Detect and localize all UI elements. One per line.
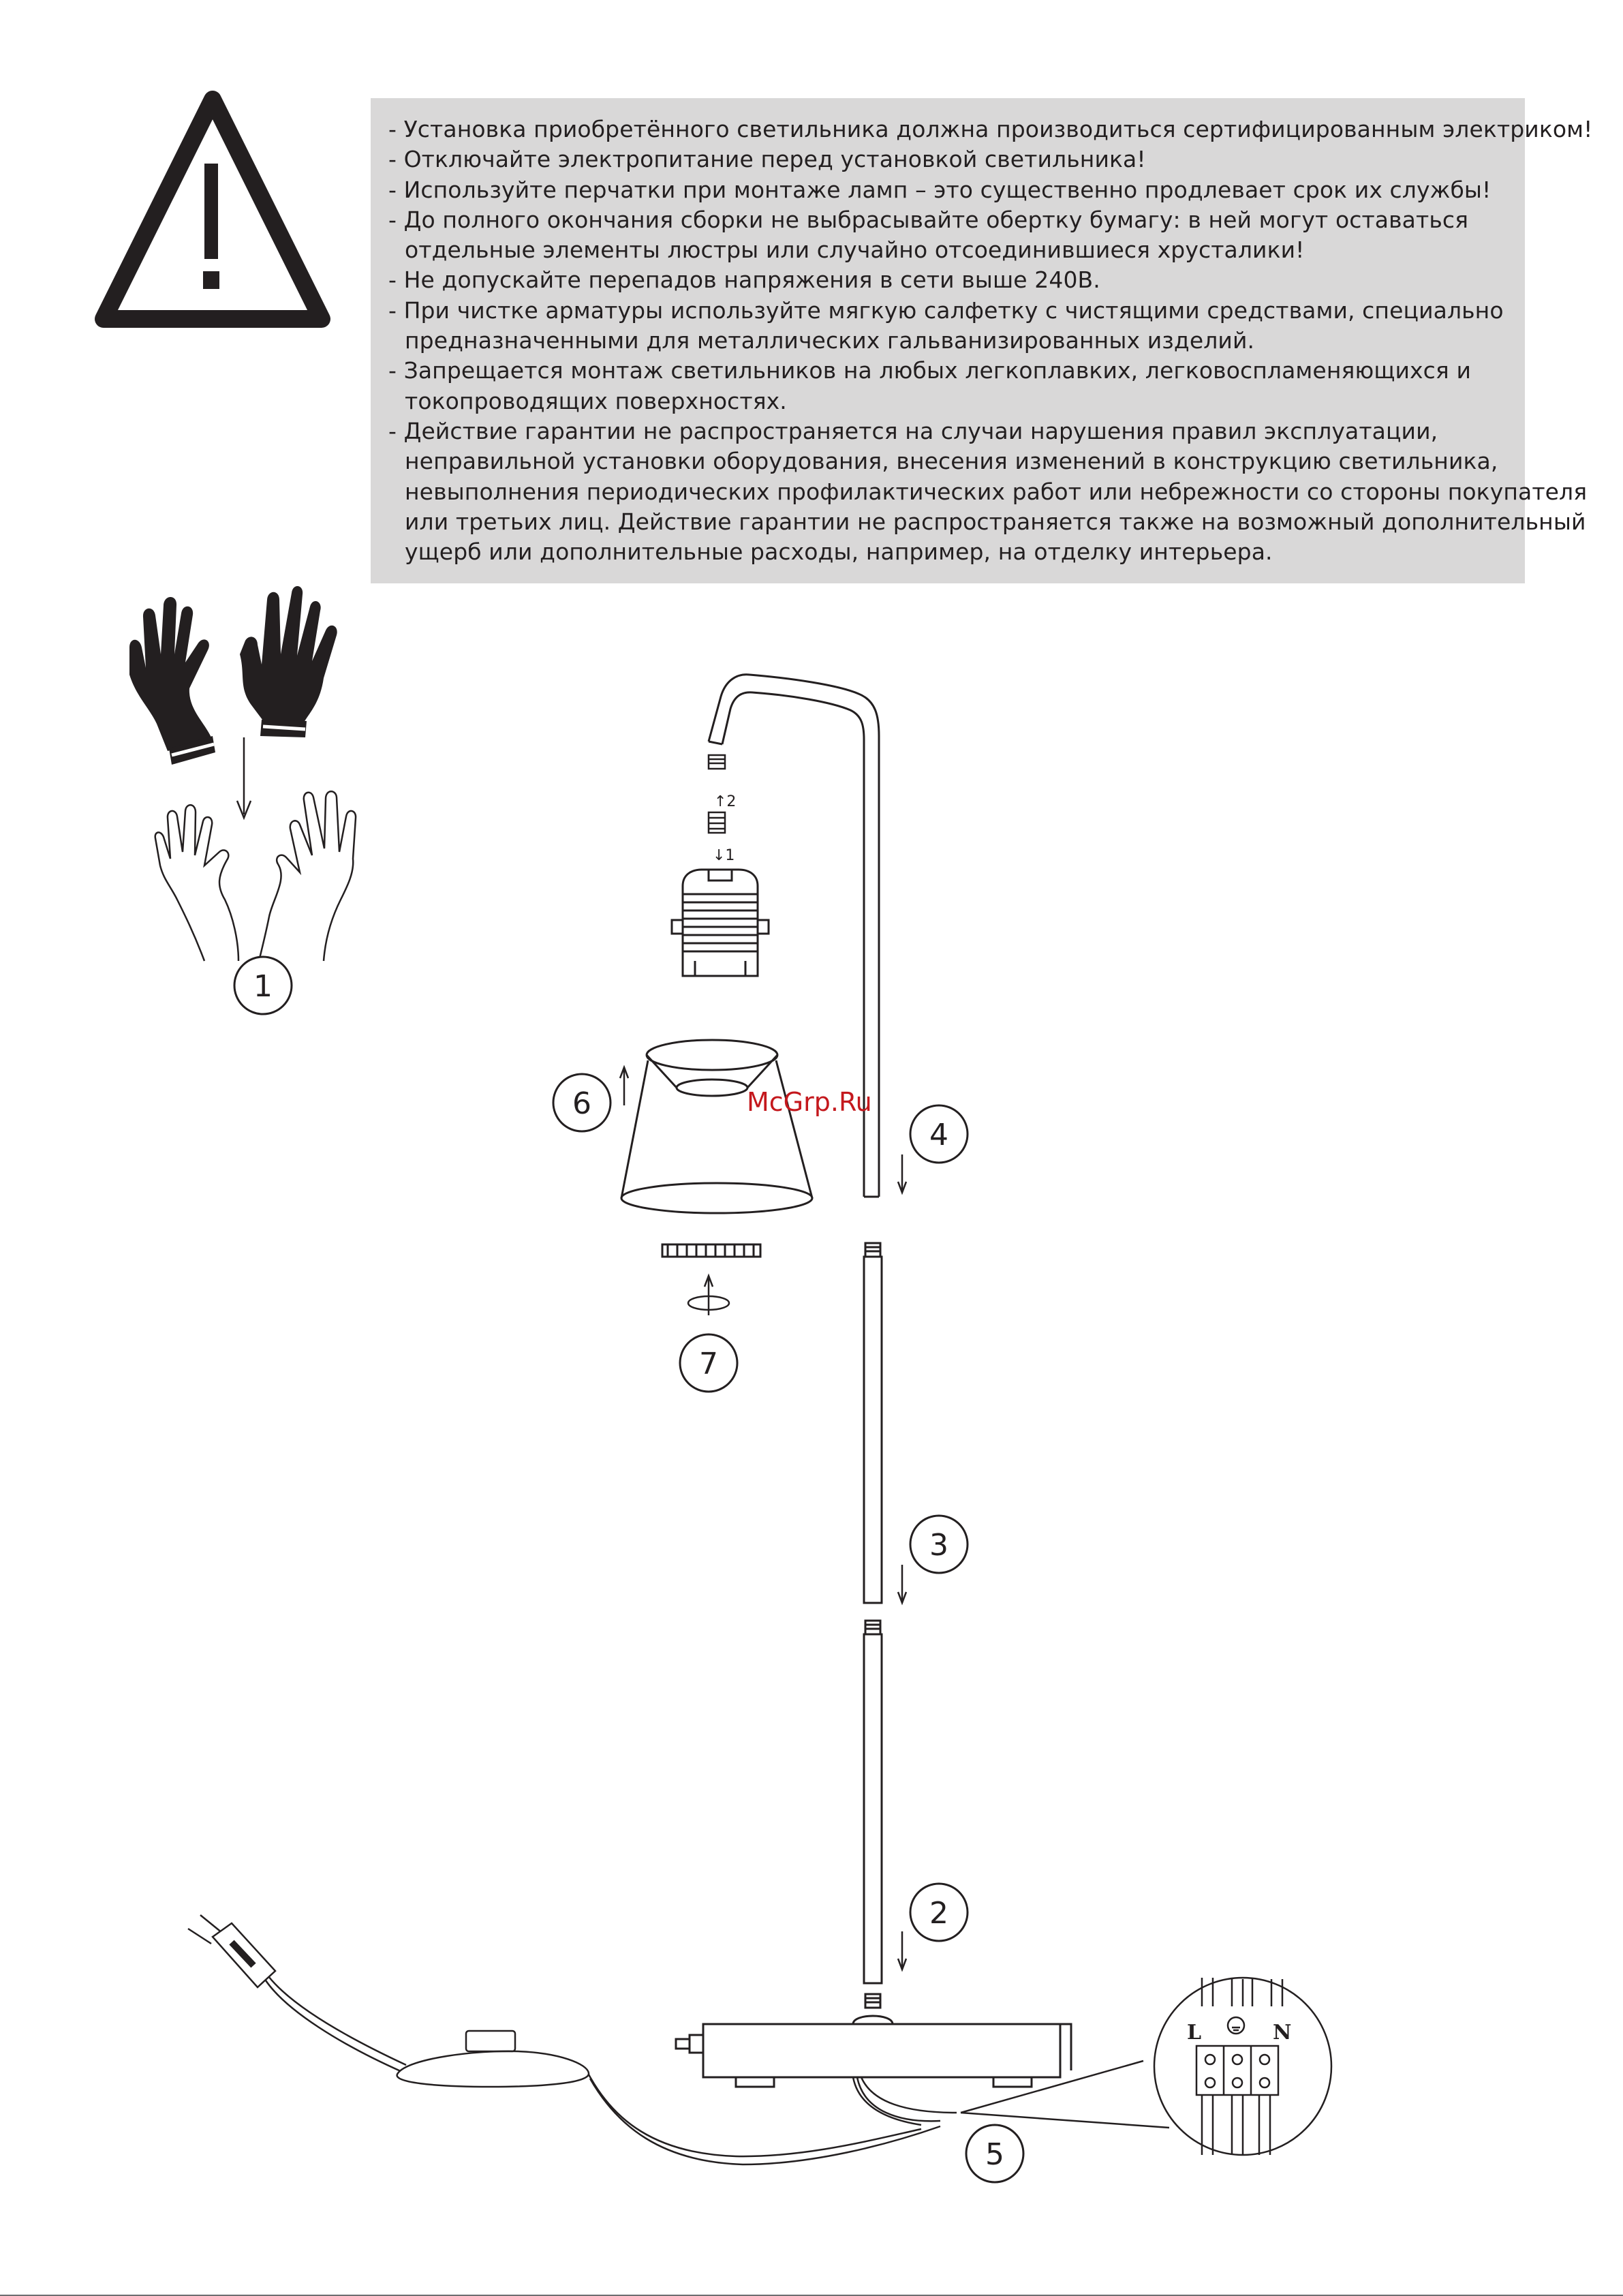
middle-tube xyxy=(864,1243,882,1603)
step-badge-2 xyxy=(910,1884,968,1941)
neutral-label: N xyxy=(1273,2021,1292,2045)
gloves-icon xyxy=(129,586,337,765)
svg-text:3: 3 xyxy=(929,1528,948,1563)
step-badge-3 xyxy=(910,1516,968,1573)
warning-triangle-icon xyxy=(104,100,322,319)
lamp-shade xyxy=(621,1040,812,1213)
warning-line: - Запрещается монтаж светильников на любых легкоплавких, легковоспламеняющихся и xyxy=(388,357,1472,384)
lamp-base xyxy=(676,1994,1071,2087)
foot-switch xyxy=(397,2031,940,2164)
down-arrow-icon xyxy=(898,1565,906,1603)
svg-text:2: 2 xyxy=(929,1896,948,1931)
live-label: L xyxy=(1187,2021,1202,2045)
rotate-icon xyxy=(688,1276,729,1315)
lamp-socket xyxy=(672,870,769,976)
lower-tube xyxy=(864,1621,882,1983)
warning-line: - При чистке арматуры используйте мягкую салфетку с чистящими средствами, специально xyxy=(388,296,1504,324)
warning-line: ущерб или дополнительные расходы, например, на отделку интерьера. xyxy=(405,538,1273,566)
warning-line: - Установка приобретённого светильника должна производиться сертифицированным электриком! xyxy=(388,116,1593,142)
step-badge-7 xyxy=(680,1334,737,1392)
bare-hands-icon xyxy=(155,791,356,961)
power-plug-icon xyxy=(188,1915,406,2072)
warning-line: предназначенными для металлических гальванизированных изделий. xyxy=(405,327,1255,354)
svg-text:7: 7 xyxy=(699,1347,718,1381)
watermark: McGrp.Ru xyxy=(747,1087,872,1117)
down-arrow-icon xyxy=(237,737,251,818)
warning-line: - До полного окончания сборки не выбрасывайте обертку бумагу: в ней могут оставаться xyxy=(388,206,1469,233)
shade-ring xyxy=(662,1244,760,1257)
detail-callout xyxy=(961,2061,1169,2128)
rotate-mark-2: ↑2 xyxy=(714,793,737,810)
step-badge-1 xyxy=(234,957,292,1014)
step-badge-6 xyxy=(553,1074,610,1131)
warning-line: - Действие гарантии не распространяется на случаи нарушения правил эксплуатации, xyxy=(388,417,1438,444)
up-arrow-icon xyxy=(620,1067,628,1105)
warning-line: - Не допускайте перепадов напряжения в сети выше 240В. xyxy=(388,266,1100,294)
rotate-mark-1: ↓1 xyxy=(713,847,735,864)
warning-line: - Отключайте электропитание перед установкой светильника! xyxy=(388,146,1146,173)
svg-text:6: 6 xyxy=(572,1086,591,1121)
svg-text:4: 4 xyxy=(929,1118,948,1152)
down-arrow-icon xyxy=(898,1154,906,1193)
warning-line: неправильной установки оборудования, внесения изменений в конструкцию светильника, xyxy=(405,448,1498,475)
warning-line: токопроводящих поверхностях. xyxy=(405,387,787,414)
wires xyxy=(853,2077,957,2125)
step-badge-5 xyxy=(966,2125,1023,2182)
warning-line: невыполнения периодических профилактических работ или небрежности со стороны покупателя xyxy=(405,478,1588,505)
svg-text:1: 1 xyxy=(253,969,273,1004)
down-arrow-icon xyxy=(898,1931,906,1970)
warning-line: - Используйте перчатки при монтаже ламп – это существенно продлевает срок их службы! xyxy=(388,176,1491,203)
svg-text:5: 5 xyxy=(985,2137,1004,2172)
warning-line: или третьих лиц. Действие гарантии не распространяется также на возможный дополнительный xyxy=(405,508,1586,535)
terminal-block-detail xyxy=(1154,1978,1331,2155)
step-badge-4 xyxy=(910,1105,968,1163)
warning-line: отдельные элементы люстры или случайно отсоединившиеся хрусталики! xyxy=(405,236,1305,264)
